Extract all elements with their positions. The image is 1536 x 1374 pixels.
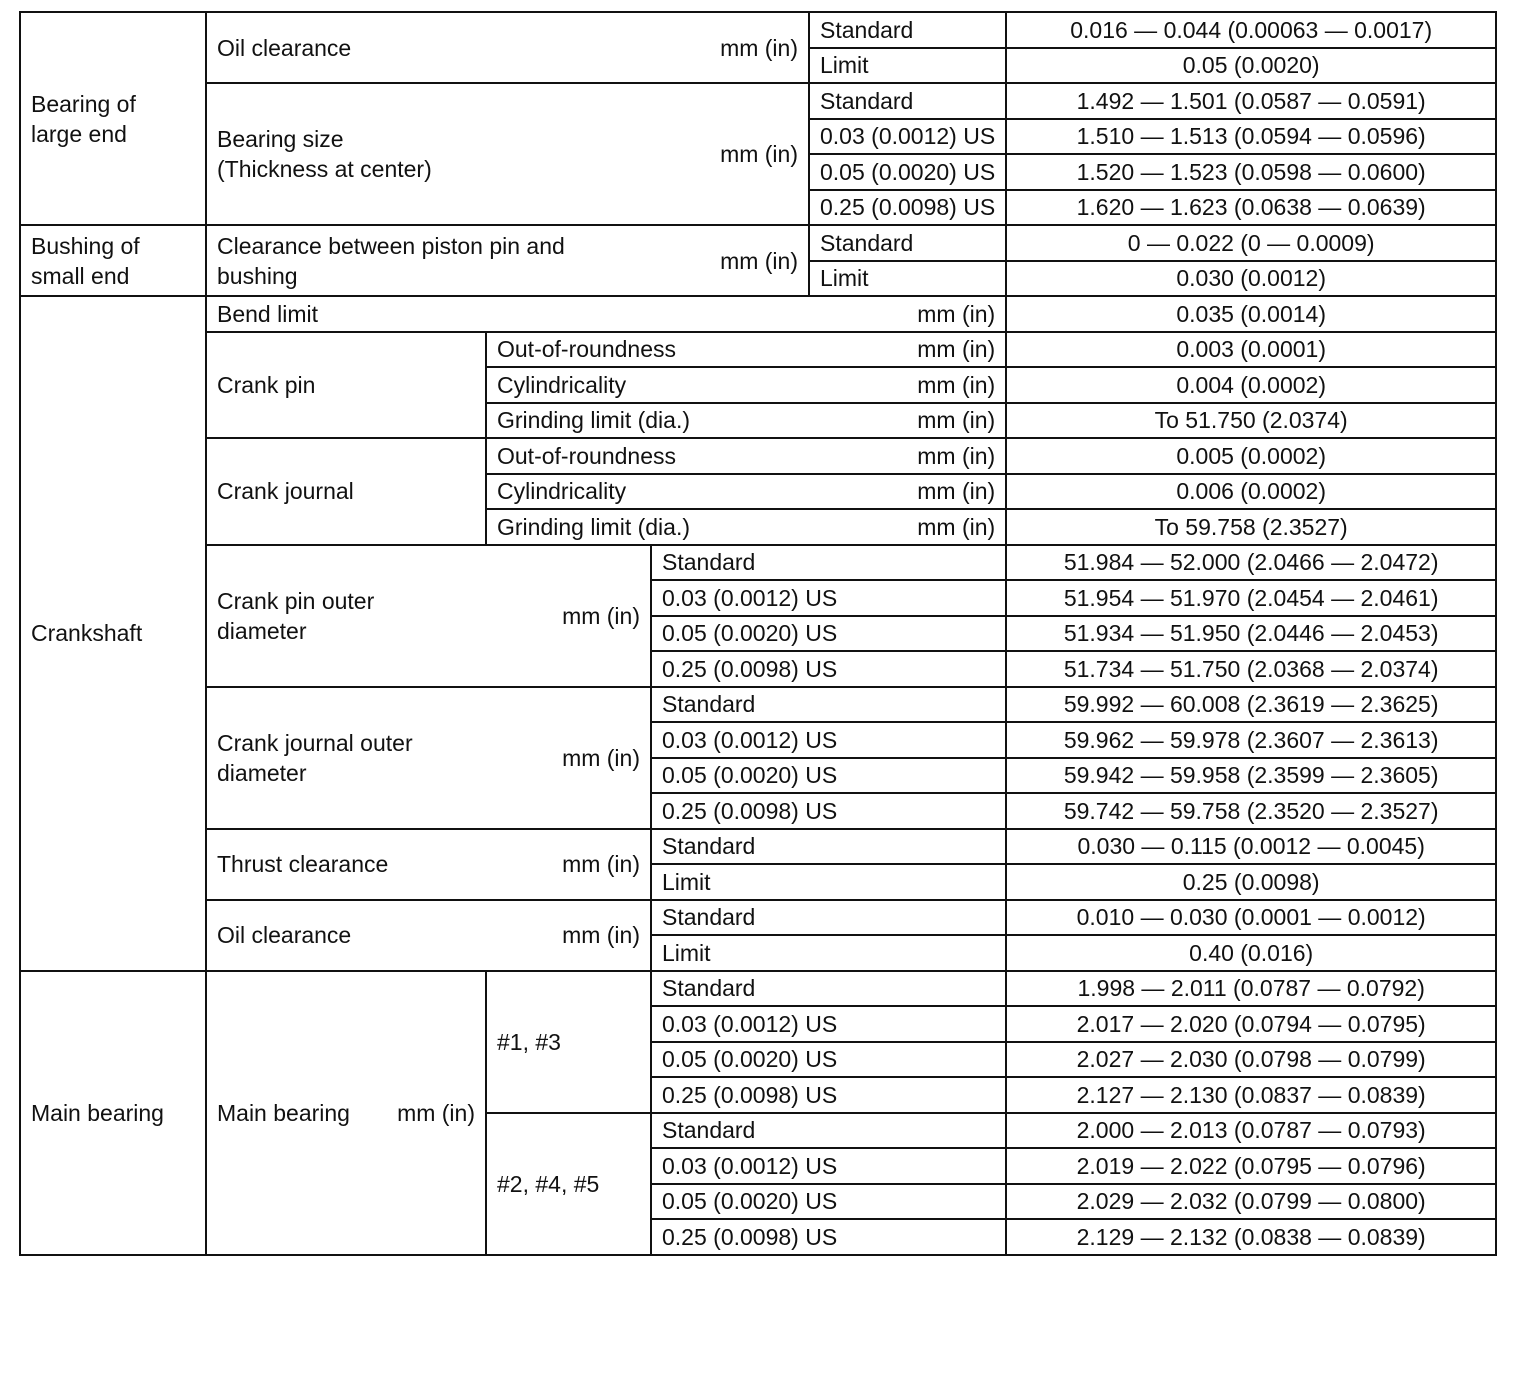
row-value: 1.620 — 1.623 (0.0638 — 0.0639) bbox=[1006, 190, 1496, 226]
row-label: 0.03 (0.0012) US bbox=[651, 1148, 1006, 1184]
row-value: 0.05 (0.0020) bbox=[1006, 48, 1496, 84]
row-label: 0.03 (0.0012) US bbox=[651, 722, 1006, 758]
table-row bbox=[20, 12, 1496, 48]
row-label: Limit bbox=[651, 864, 1006, 900]
row-label: 0.03 (0.0012) US bbox=[651, 580, 1006, 616]
row-value: 1.520 — 1.523 (0.0598 — 0.0600) bbox=[1006, 154, 1496, 190]
table-row bbox=[20, 971, 1496, 1007]
row-label: Standard bbox=[809, 225, 1006, 261]
section-label-small-end: Bushing of small end bbox=[20, 225, 206, 296]
large-end-oil-clearance-label: Oil clearance mm (in) bbox=[206, 12, 809, 83]
row-value: 2.127 — 2.130 (0.0837 — 0.0839) bbox=[1006, 1077, 1496, 1113]
section-label-large-end: Bearing of large end bbox=[20, 12, 206, 225]
crank-journal-label: Crank journal bbox=[206, 438, 486, 545]
section-label-main-bearing: Main bearing bbox=[20, 971, 206, 1255]
row-value: 2.019 — 2.022 (0.0795 — 0.0796) bbox=[1006, 1148, 1496, 1184]
row-label: Standard bbox=[809, 12, 1006, 48]
row-label: 0.25 (0.0098) US bbox=[651, 1077, 1006, 1113]
row-value: 1.510 — 1.513 (0.0594 — 0.0596) bbox=[1006, 119, 1496, 155]
row-label: Standard bbox=[651, 829, 1006, 865]
row-label: Standard bbox=[651, 900, 1006, 936]
table-row bbox=[20, 687, 1496, 723]
row-label: Standard bbox=[651, 545, 1006, 581]
bend-limit-label: Bend limit mm (in) bbox=[206, 296, 1006, 332]
crank-pin-outer-label: Crank pin outer diameter mm (in) bbox=[206, 545, 651, 687]
table-row bbox=[20, 83, 1496, 119]
row-value: 51.984 — 52.000 (2.0466 — 2.0472) bbox=[1006, 545, 1496, 581]
row-value: 0.030 (0.0012) bbox=[1006, 261, 1496, 297]
row-label: 0.03 (0.0012) US bbox=[651, 1006, 1006, 1042]
row-value: 1.492 — 1.501 (0.0587 — 0.0591) bbox=[1006, 83, 1496, 119]
row-value: 0 — 0.022 (0 — 0.0009) bbox=[1006, 225, 1496, 261]
table-row bbox=[20, 900, 1496, 936]
row-label: 0.05 (0.0020) US bbox=[651, 616, 1006, 652]
small-end-clearance-label: Clearance between piston pin and bushing mm (in) bbox=[206, 225, 809, 296]
row-label: Out-of-roundness mm (in) bbox=[486, 332, 1006, 368]
row-value: 0.005 (0.0002) bbox=[1006, 438, 1496, 474]
row-value: 0.40 (0.016) bbox=[1006, 935, 1496, 971]
table-row bbox=[20, 225, 1496, 261]
row-label: Standard bbox=[651, 1113, 1006, 1149]
row-value: 0.003 (0.0001) bbox=[1006, 332, 1496, 368]
row-label: Cylindricality mm (in) bbox=[486, 367, 1006, 403]
row-label: 0.25 (0.0098) US bbox=[809, 190, 1006, 226]
row-value: 2.000 — 2.013 (0.0787 — 0.0793) bbox=[1006, 1113, 1496, 1149]
crank-journal-outer-label: Crank journal outer diameter mm (in) bbox=[206, 687, 651, 829]
row-value: 59.942 — 59.958 (2.3599 — 2.3605) bbox=[1006, 758, 1496, 794]
row-label: Out-of-roundness mm (in) bbox=[486, 438, 1006, 474]
table-row bbox=[20, 332, 1496, 368]
row-label: Limit bbox=[809, 48, 1006, 84]
table-row bbox=[20, 438, 1496, 474]
bearing-size-label: Bearing size (Thickness at center) mm (in) bbox=[206, 83, 809, 225]
row-value: 2.029 — 2.032 (0.0799 — 0.0800) bbox=[1006, 1184, 1496, 1220]
row-label: 0.25 (0.0098) US bbox=[651, 651, 1006, 687]
row-label: Grinding limit (dia.) mm (in) bbox=[486, 509, 1006, 545]
row-label: Cylindricality mm (in) bbox=[486, 474, 1006, 510]
row-label: Limit bbox=[809, 261, 1006, 297]
main-bearing-sub-label: Main bearing mm (in) bbox=[206, 971, 486, 1255]
row-value: 51.934 — 51.950 (2.0446 — 2.0453) bbox=[1006, 616, 1496, 652]
row-value: To 51.750 (2.0374) bbox=[1006, 403, 1496, 439]
table-row bbox=[20, 545, 1496, 581]
row-value: 2.017 — 2.020 (0.0794 — 0.0795) bbox=[1006, 1006, 1496, 1042]
row-label: 0.25 (0.0098) US bbox=[651, 1219, 1006, 1255]
row-value: 0.035 (0.0014) bbox=[1006, 296, 1496, 332]
row-value: To 59.758 (2.3527) bbox=[1006, 509, 1496, 545]
crank-pin-label: Crank pin bbox=[206, 332, 486, 439]
row-label: 0.03 (0.0012) US bbox=[809, 119, 1006, 155]
row-value: 0.030 — 0.115 (0.0012 — 0.0045) bbox=[1006, 829, 1496, 865]
row-value: 59.962 — 59.978 (2.3607 — 2.3613) bbox=[1006, 722, 1496, 758]
row-label: Limit bbox=[651, 935, 1006, 971]
row-value: 1.998 — 2.011 (0.0787 — 0.0792) bbox=[1006, 971, 1496, 1007]
row-value: 0.25 (0.0098) bbox=[1006, 864, 1496, 900]
main-bearing-group-label: #1, #3 bbox=[486, 971, 651, 1113]
table-row bbox=[20, 296, 1496, 332]
row-value: 0.016 — 0.044 (0.00063 — 0.0017) bbox=[1006, 12, 1496, 48]
row-value: 59.992 — 60.008 (2.3619 — 2.3625) bbox=[1006, 687, 1496, 723]
table-row bbox=[20, 829, 1496, 865]
spec-table-wrapper bbox=[19, 11, 1497, 1256]
row-value: 59.742 — 59.758 (2.3520 — 2.3527) bbox=[1006, 793, 1496, 829]
row-value: 51.954 — 51.970 (2.0454 — 2.0461) bbox=[1006, 580, 1496, 616]
row-label: Standard bbox=[651, 971, 1006, 1007]
row-label: 0.25 (0.0098) US bbox=[651, 793, 1006, 829]
row-label: 0.05 (0.0020) US bbox=[651, 758, 1006, 794]
row-value: 0.010 — 0.030 (0.0001 — 0.0012) bbox=[1006, 900, 1496, 936]
row-value: 2.129 — 2.132 (0.0838 — 0.0839) bbox=[1006, 1219, 1496, 1255]
thrust-clearance-label: Thrust clearance mm (in) bbox=[206, 829, 651, 900]
row-label: 0.05 (0.0020) US bbox=[651, 1184, 1006, 1220]
row-label: Grinding limit (dia.) mm (in) bbox=[486, 403, 1006, 439]
crankshaft-oil-clearance-label: Oil clearance mm (in) bbox=[206, 900, 651, 971]
row-label: Standard bbox=[809, 83, 1006, 119]
row-value: 2.027 — 2.030 (0.0798 — 0.0799) bbox=[1006, 1042, 1496, 1078]
spec-table bbox=[19, 11, 1497, 1256]
row-value: 0.006 (0.0002) bbox=[1006, 474, 1496, 510]
row-value: 0.004 (0.0002) bbox=[1006, 367, 1496, 403]
row-value: 51.734 — 51.750 (2.0368 — 2.0374) bbox=[1006, 651, 1496, 687]
section-label-crankshaft: Crankshaft bbox=[20, 296, 206, 971]
row-label: 0.05 (0.0020) US bbox=[651, 1042, 1006, 1078]
row-label: 0.05 (0.0020) US bbox=[809, 154, 1006, 190]
row-label: Standard bbox=[651, 687, 1006, 723]
main-bearing-group-label: #2, #4, #5 bbox=[486, 1113, 651, 1255]
